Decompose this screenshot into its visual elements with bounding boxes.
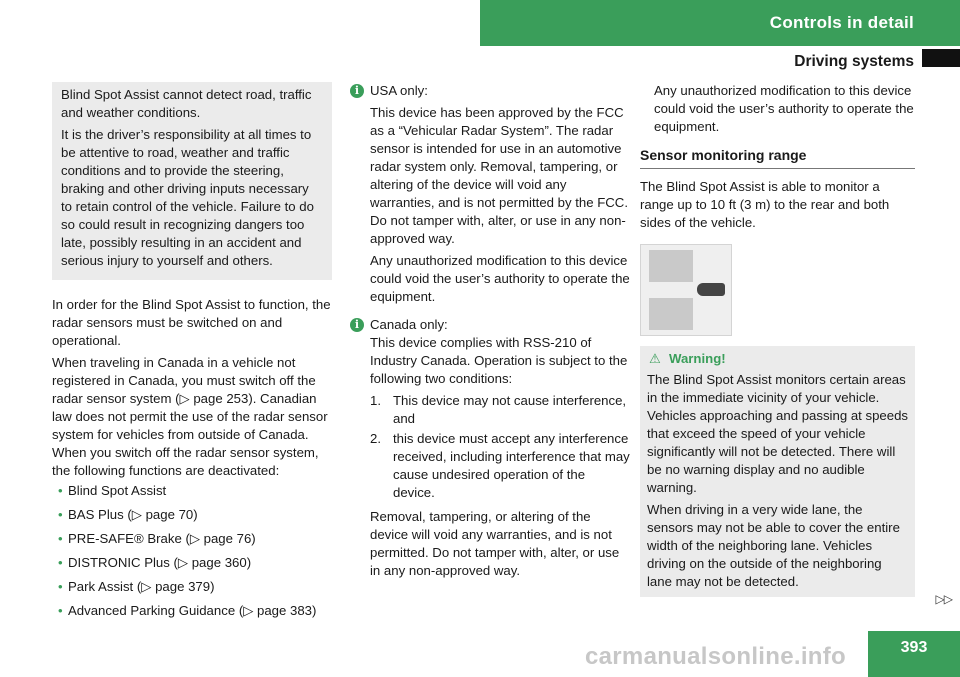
- list-item: • DISTRONIC Plus (▷ page 360): [52, 554, 332, 572]
- list-item: • PRE-SAFE® Brake (▷ page 76): [52, 530, 332, 548]
- warning-triangle-icon: ⚠: [649, 351, 661, 366]
- warning-title: Warning!: [669, 351, 726, 366]
- list-number: 2.: [370, 431, 381, 446]
- chapter-title: Controls in detail: [769, 13, 914, 32]
- section-title: Driving systems: [794, 53, 914, 70]
- warning-paragraph-2: When driving in a very wide lane, the sensors may not be able to cover the entire width of the neighboring lane. Vehicles driving on the outside of the neighboring lane may not be detected.: [647, 502, 900, 589]
- canada-paragraph: When traveling in Canada in a vehicle not registered in Canada, you must switch off the radar sensor system (▷ page 253). Canadian law does not permit the use of the radar sensor system for vehicles from outside of Canada. When you switch off the radar sensor system, the following functions are deactivated:: [52, 355, 328, 478]
- chapter-tab: [480, 0, 960, 46]
- conditions-list: [370, 392, 630, 502]
- canada-paragraph-2: Removal, tampering, or altering of the device will void any warranties, and is not permitted. Do not tamper with, alter, or use in any non-approved way.: [370, 509, 620, 578]
- continue-arrows-icon: ▷▷: [935, 592, 952, 606]
- page-number: 393: [900, 639, 928, 656]
- left-detection-zone: [649, 250, 693, 282]
- usa-paragraph-2: Any unauthorized modification to this device could void the user’s authority to operate the equipment.: [370, 253, 630, 304]
- section-marker: [922, 49, 960, 67]
- list-text: This device may not cause interference, and: [393, 393, 627, 426]
- function-paragraph: In order for the Blind Spot Assist to function, the radar sensors must be switched on and operational.: [52, 297, 331, 348]
- page-number-tab: [868, 631, 960, 677]
- right-detection-zone: [649, 298, 693, 330]
- list-number: 1.: [370, 393, 381, 408]
- sensor-range-figure: [640, 244, 732, 336]
- list-item: [370, 392, 630, 428]
- list-item: • Blind Spot Assist: [52, 482, 332, 500]
- continued-paragraph: Any unauthorized modification to this device could void the user’s authority to operate the equipment.: [654, 83, 914, 134]
- note-paragraph-2: It is the driver’s responsibility at all times to be attentive to road, weather and traffic conditions and to provide the steering, braking and other driving inputs necessary to retain control of the vehicle. Failure to do so could result in recognizing dangers too late, possibly resulting in an accident and serious injury to yourself and others.: [61, 127, 314, 268]
- info-icon: i: [350, 84, 364, 98]
- list-item: • BAS Plus (▷ page 70): [52, 506, 332, 524]
- list-item: [370, 430, 630, 502]
- canada-title: Canada only:: [370, 317, 448, 332]
- note-paragraph-1: Blind Spot Assist cannot detect road, traffic and weather conditions.: [61, 87, 312, 120]
- column-middle: [350, 82, 630, 590]
- warning-box: [640, 346, 915, 597]
- deactivated-functions-list: [52, 482, 332, 620]
- warning-heading: [647, 350, 908, 368]
- list-text: this device must accept any interference received, including interference that may cause undesired operation of the device.: [393, 431, 630, 500]
- range-paragraph: The Blind Spot Assist is able to monitor a range up to 10 ft (3 m) to the rear and both sides of the vehicle.: [640, 179, 890, 230]
- warning-paragraph-1: The Blind Spot Assist monitors certain areas in the immediate vicinity of your vehicle. Vehicles approaching and passing at speeds that exceed the speed of your vehicle significantly will not be detected. There will be no warning display and no audible warning.: [647, 372, 909, 495]
- column-right: [640, 82, 915, 597]
- usa-title: USA only:: [370, 83, 428, 98]
- usa-info-block: [350, 82, 630, 306]
- column-left: [52, 82, 332, 626]
- canada-info-block: [350, 316, 630, 580]
- list-item: • Advanced Parking Guidance (▷ page 383): [52, 602, 332, 620]
- list-item: • Park Assist (▷ page 379): [52, 578, 332, 596]
- usa-paragraph-1: This device has been approved by the FCC as a “Vehicular Radar System”. The radar sensor is intended for use in an automotive radar system only. Removal, tampering, or altering of the device will void any warranties, and is not permitted by the FCC. Do not tamper with, alter, or use in any non-approved way.: [370, 105, 628, 246]
- watermark: carmanualsonline.info: [585, 643, 847, 670]
- note-box: [52, 82, 332, 280]
- canada-paragraph-1: This device complies with RSS-210 of Industry Canada. Operation is subject to the following two conditions:: [370, 335, 628, 386]
- sensor-range-heading: Sensor monitoring range: [640, 146, 915, 169]
- vehicle-icon: [697, 283, 725, 296]
- info-icon: i: [350, 318, 364, 332]
